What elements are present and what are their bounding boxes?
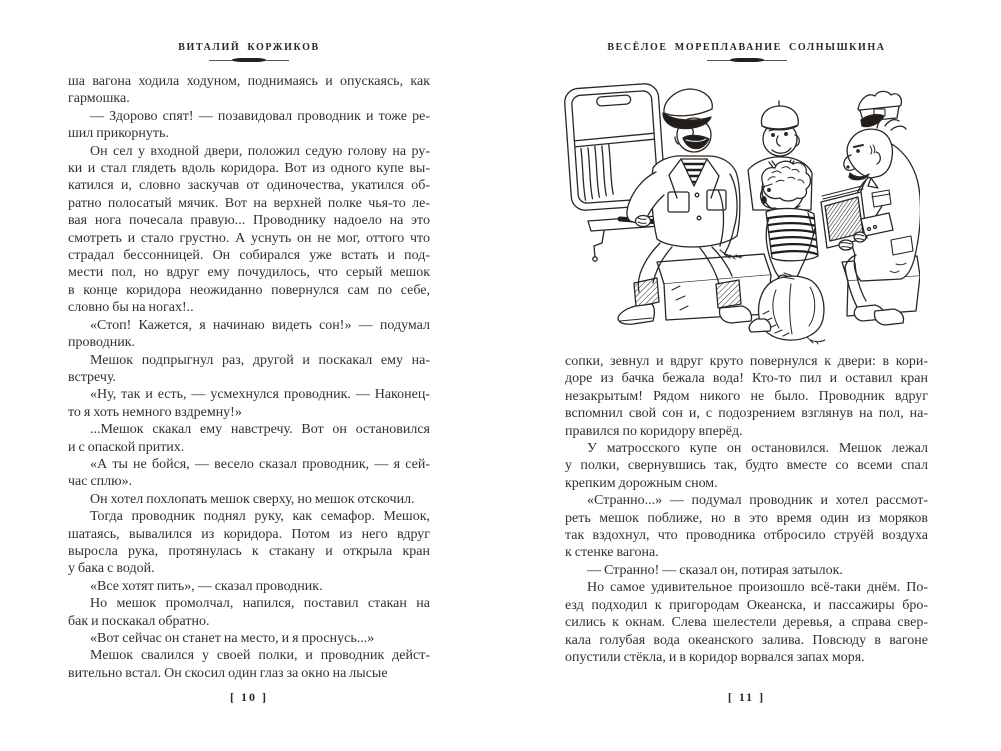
text-line: словно бы на ногах!.. <box>68 300 194 316</box>
text-line: страдал бессонницей. Он собирался уже встать и под- <box>68 248 430 264</box>
header-rule-center <box>232 58 266 62</box>
text-line: правился по коридору вперёд. <box>565 423 743 439</box>
paragraph <box>68 647 430 682</box>
train-compartment-illustration <box>560 78 920 350</box>
paragraph <box>68 630 430 647</box>
text-line: Но самое удивительное произошло всё-таки днём. По- <box>587 580 928 596</box>
paragraph <box>68 421 430 456</box>
paragraph <box>68 386 430 421</box>
text-line: «Стоп! Кажется, я начинаю видеть сон!» — подумал <box>90 317 430 333</box>
header-rule-center <box>730 58 764 62</box>
text-line: У матросского купе он остановился. Мешок лежал <box>587 441 928 457</box>
left-running-head <box>68 42 430 63</box>
text-line: незакрытым! Рядом никого не было. Проводник вдруг <box>565 388 928 404</box>
text-line: — Здорово спят! — позавидовал проводник и тоже ре- <box>90 108 430 124</box>
text-line: гармошка. <box>68 91 130 107</box>
text-line: Но мешок промолчал, напился, поставил стакан на <box>90 596 430 612</box>
paragraph <box>68 508 430 578</box>
text-line: кала голубая вода океанского залива. Повсюду в вагоне <box>565 632 928 648</box>
text-line: и с опаской притих. <box>68 439 185 455</box>
text-line: доре из бачка бежала вода! Кто-то пил и оставил кран <box>565 371 928 387</box>
text-line: вспомнил свой сон и, с подозрением взглянув на пол, на- <box>565 406 928 422</box>
paragraph <box>68 73 430 108</box>
text-line: так вздохнул, что проводника отбросило струёй воздуха <box>565 528 928 544</box>
author-name-header: ВИТАЛИЙ КОРЖИКОВ <box>178 42 320 53</box>
text-line: «Все хотят пить», — сказал проводник. <box>90 578 323 594</box>
text-line: реть мешок поближе, но в это время один из моряков <box>565 510 928 526</box>
text-line: ша вагона ходила ходуном, поднимаясь и опускаясь, как <box>68 74 430 89</box>
paragraph <box>565 353 928 440</box>
text-line: крепким дорожным сном. <box>565 475 718 491</box>
paragraph <box>68 317 430 352</box>
paragraph <box>68 578 430 595</box>
text-line: Тогда проводник поднял руку, как семафор. Мешок, <box>90 509 430 525</box>
text-line: выросла рука, протянулась к стакану и открыла кран <box>68 543 430 559</box>
text-line: езд подходил к пригородам Океанска, и пассажиры бро- <box>565 597 928 613</box>
text-line: бак и поскакал обратно. <box>68 613 210 629</box>
text-line: час сплю». <box>68 474 133 490</box>
text-line: ки и стал глядеть вдоль коридора. Вот из одного купе вы- <box>68 161 430 177</box>
paragraph <box>68 108 430 143</box>
text-line: «А ты не бойся, — весело сказал проводник, — я сей- <box>90 456 430 472</box>
paragraph <box>68 352 430 387</box>
text-line: «Ну, так и есть, — усмехнулся проводник. — Наконец- <box>90 387 430 403</box>
text-line: Он сел у входной двери, положил седую голову на ру- <box>90 143 430 159</box>
text-line: ...Мешок скакал ему навстречу. Вот он остановился <box>90 422 430 438</box>
paragraph <box>68 491 430 508</box>
text-line: проводник. <box>68 335 136 351</box>
book-title-header: ВЕСЁЛОЕ МОРЕПЛАВАНИЕ СОЛНЫШКИНА <box>607 42 886 53</box>
text-line: мести пол, но вдруг ему почудилось, что серый мешок <box>68 265 430 281</box>
text-line: «Вот сейчас он станет на место, и я проснусь...» <box>90 631 375 646</box>
text-line: ратно полосатый мячик. Вот на верхней полке чья-то ле- <box>68 195 430 211</box>
text-line: Мешок подпрыгнул раз, другой и поскакал ему на- <box>90 352 430 368</box>
text-line: к стенке вагона. <box>565 545 659 561</box>
paragraph <box>68 143 430 317</box>
text-line: шатаясь, вывалился из коридора. Потом из него вдруг <box>68 526 430 542</box>
right-page-number: [ 11 ] <box>727 690 766 704</box>
text-line: Он хотел похлопать мешок сверху, но мешок отскочил. <box>90 491 415 507</box>
flying-sailor-cap <box>858 91 901 126</box>
text-line: смотреть и стало грустно. А уснуть он не мог, оттого что <box>68 230 430 246</box>
text-line: катился и, словно заскучав от одиночества, укатился об- <box>68 178 430 194</box>
paragraph <box>68 456 430 491</box>
text-line: Мешок свалился у своей полки, и проводник дейст- <box>90 648 430 664</box>
text-line: у полки, свернувшись так, будто вместе со всеми спал <box>565 458 928 474</box>
header-rule <box>209 57 289 63</box>
text-line: в конце коридора неожиданно повернулся сам по себе, <box>68 282 430 298</box>
left-page-number: [ 10 ] <box>230 690 268 704</box>
text-line: то я хоть немного вздремну!» <box>68 404 242 420</box>
right-running-head <box>565 42 928 63</box>
paragraph <box>565 440 928 492</box>
left-text-column <box>68 73 430 682</box>
text-line: вительно встал. Он скосил один глаз за окно на лысые <box>68 665 388 681</box>
text-line: вая нога почесала правую... Проводнику надоело на это <box>68 213 430 229</box>
text-line: встречу. <box>68 369 117 385</box>
text-line: «Странно...» — подумал проводник и хотел рассмот- <box>587 493 928 509</box>
text-line: шил прикорнуть. <box>68 126 169 142</box>
paragraph <box>565 492 928 562</box>
right-text-column <box>565 353 928 666</box>
paragraph <box>565 579 928 666</box>
paragraph <box>565 562 928 579</box>
header-rule <box>707 57 787 63</box>
text-line: — Странно! — сказал он, потирая затылок. <box>587 562 843 578</box>
text-line: опустили стёкла, и в коридор ворвался запах моря. <box>565 649 865 665</box>
page-right <box>501 0 1001 751</box>
bench-left <box>657 254 771 320</box>
page-left <box>0 0 500 751</box>
text-line: у бака с водой. <box>68 561 155 577</box>
illustration-svg <box>560 78 920 350</box>
paragraph <box>68 595 430 630</box>
text-line: сились к окнам. Слева шелестели деревья, а справа свер- <box>565 615 928 631</box>
text-line: сопки, зевнул и вдруг круто повернулся к двери: в кори- <box>565 354 928 369</box>
